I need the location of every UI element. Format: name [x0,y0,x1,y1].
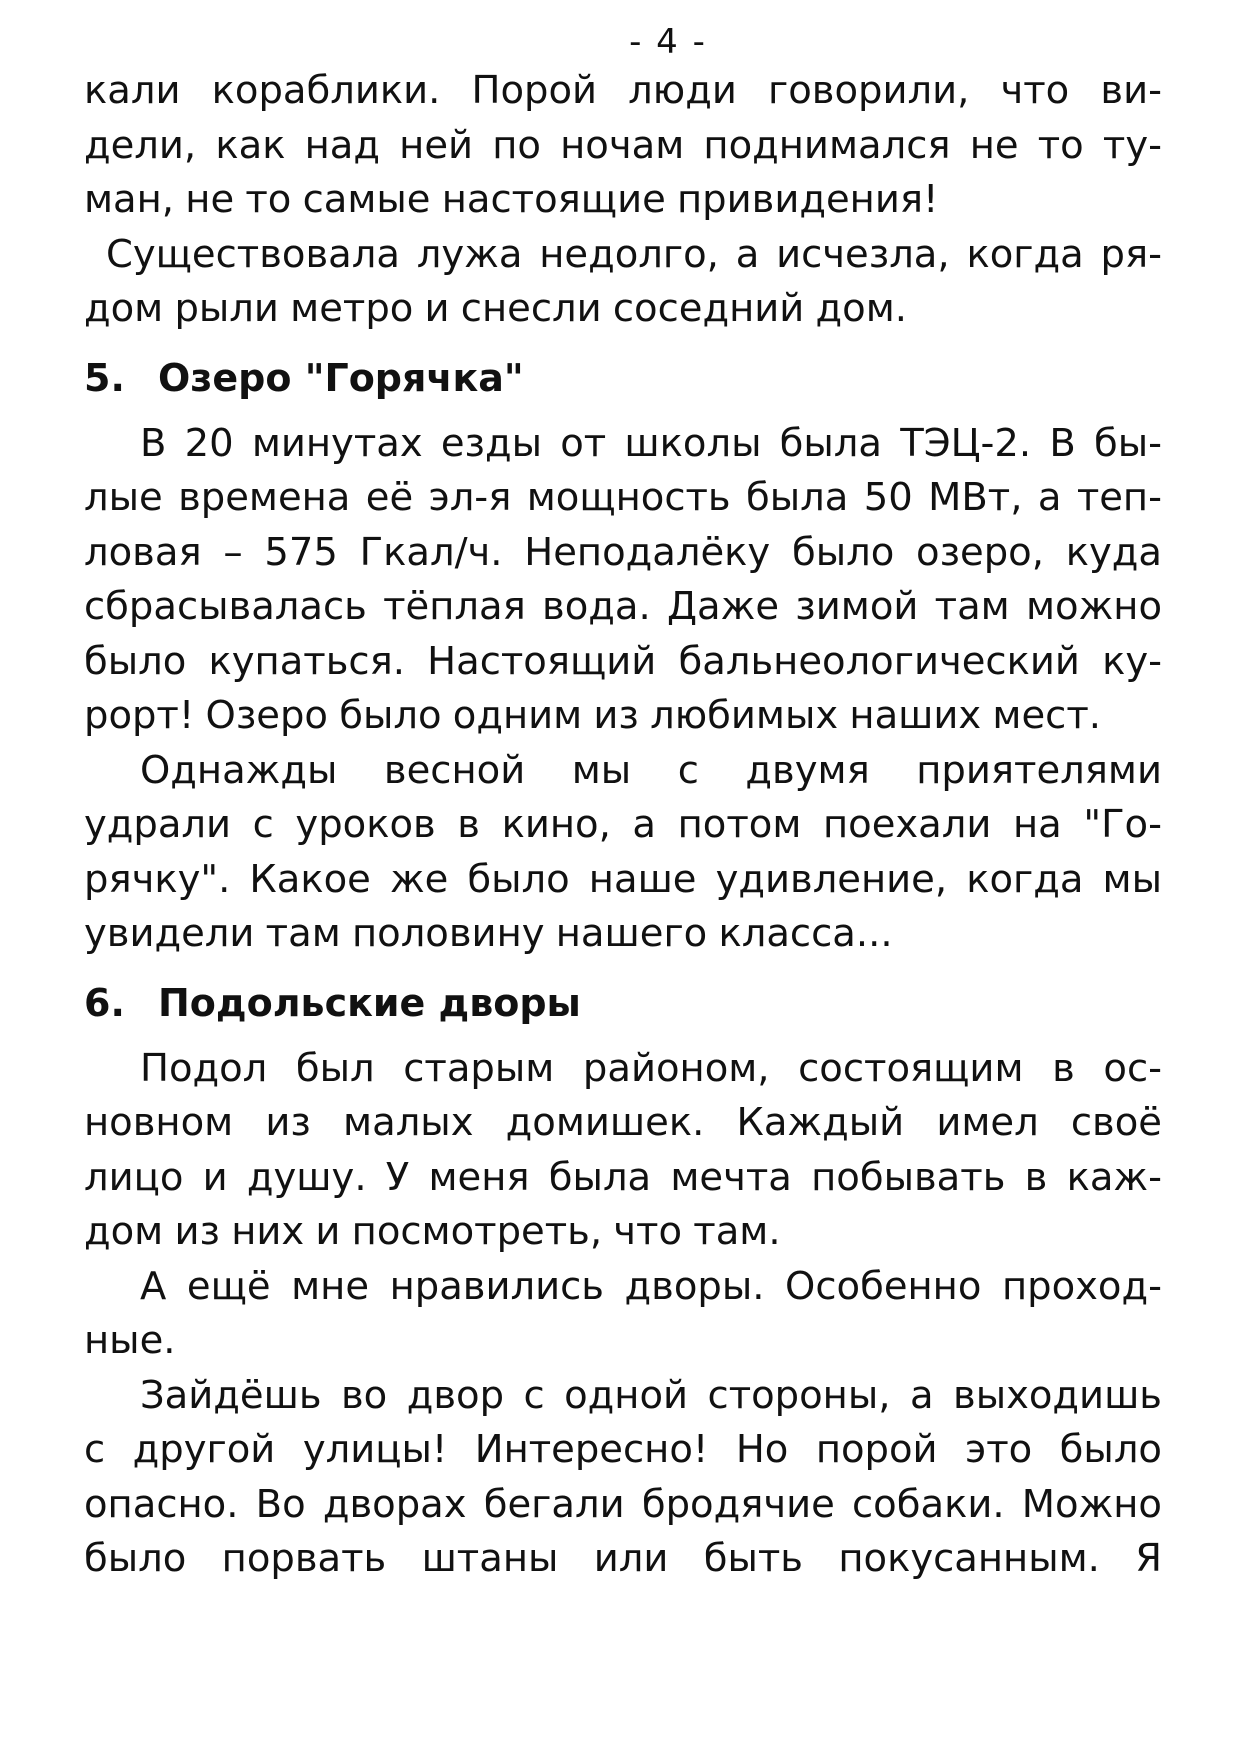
paragraph-line: было купаться. Настоящий бальнеологический ку- [84,638,1162,684]
paragraph-line: сбрасывалась тёплая вода. Даже зимой там можно [84,584,1162,629]
section-heading [84,351,1162,405]
paragraph-line: дели, как над ней по ночам поднимался не то ту- [84,122,1162,168]
paragraph [84,417,1162,744]
paragraph [84,744,1162,962]
paragraph-line: увидели там половину нашего класса... [84,911,893,956]
paragraph-line: дом из них и посмотреть, что там. [84,1209,781,1254]
paragraph-line: Существовала лужа недолго, а исчезла, когда ря- [106,231,1162,277]
paragraph-line: было порвать штаны или быть покусанным. Я [84,1536,1162,1581]
page-number: - 4 - [629,22,707,62]
document-page [84,20,1162,1587]
section-title: Озеро "Горячка" [158,355,524,400]
paragraph-line: лые времена её эл-я мощность была 50 МВт, а теп- [84,475,1162,520]
paragraph-line: ные. [84,1318,176,1363]
paragraph-line: ловая – 575 Гкал/ч. Неподалёку было озеро, куда [84,529,1162,575]
paragraph-line: кали кораблики. Порой люди говорили, что ви- [84,68,1162,113]
section-number: 6. [84,980,125,1025]
paragraph-line: рорт! Озеро было одним из любимых наших мест. [84,693,1101,738]
paragraph-line: ман, не то самые настоящие привидения! [84,177,939,222]
section-heading [84,976,1162,1030]
paragraph [84,1260,1162,1369]
paragraph-line: с другой улицы! Интересно! Но порой это было [84,1427,1162,1472]
paragraph-line: А ещё мне нравились дворы. Особенно проход- [140,1263,1162,1309]
paragraph-line: В 20 минутах езды от школы была ТЭЦ-2. В бы- [140,420,1162,466]
paragraph-line: опасно. Во дворах бегали бродячие собаки. Можно [84,1481,1162,1527]
section-number: 5. [84,355,125,400]
paragraph-line: Подол был старым районом, состоящим в ос- [140,1045,1162,1091]
paragraph [84,228,1162,337]
paragraph [84,64,1162,228]
section-title: Подольские дворы [158,980,581,1025]
paragraph-line: удрали с уроков в кино, а потом поехали на "Го- [84,802,1162,847]
paragraph [84,1369,1162,1587]
paragraph-line: рячку". Какое же было наше удивление, когда мы [84,856,1162,902]
paragraph-line: Зайдёшь во двор с одной стороны, а выходишь [140,1372,1162,1418]
document-body [84,64,1162,1587]
paragraph [84,1042,1162,1260]
paragraph-line: дом рыли метро и снесли соседний дом. [84,286,907,331]
paragraph-line: новном из малых домишек. Каждый имел своё [84,1100,1162,1145]
paragraph-line: лицо и душу. У меня была мечта побывать в каж- [84,1154,1162,1200]
paragraph-line: Однажды весной мы с двумя приятелями [140,747,1162,793]
